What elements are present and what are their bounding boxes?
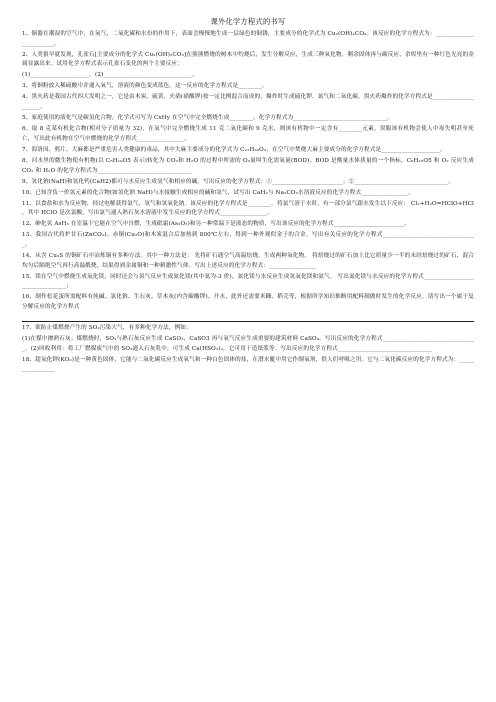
question-1: 1、铜器在潮湿的空气中，在氧气、二氧化碳和水份的作用下，表面会慢慢地生成一层绿色的铜锈，主要成分的化学式为 Cu₂(OH)₂CO₃。该反应的化学方程式为：________________________。 — [22, 31, 474, 47]
question-16: 16、制作松花蛋所需配料有纯碱、氯化钠、生石灰、草木灰(内含碳酸钾)、开水，此外还需要米糠、稻壳等，根据所学知识推断用配料制做时发生的化学反应，请写出一个属于复分解反应的化学方程式 — [22, 294, 474, 311]
question-4: 4、黑火药是我国古代四大发明之一，它是由木炭、硫黄、火硝(硝酸钾)按一定比例混合而成的，爆炸时生成硫化钾、氮气和二氧化碳。黑火药爆炸的化学方程式是____________________。 — [22, 94, 474, 111]
answer-blank-line — [22, 314, 474, 322]
document-page — [22, 16, 474, 376]
question-12: 12、砷化氢 AsH₃ 在室温下它能在空气中自燃，生成砒霜(As₂O₃)和另一种常温下是液态的物质，写出该反应的化学方程式________________________。 — [22, 221, 410, 228]
question-9: 9、氢化钠(NaH)和氢化钙(CaH2)都可与水反应生成氢气和相应的碱。写出反应的化学方程式：①________________________；②________________________________。 — [22, 178, 455, 185]
question-6: 6、取 8 克某有机化合物(相对分子质量为 32)，在氧气中完全燃烧生成 11 克二氧化碳和 9 克水，则该有机物中一定含有________元素，误服该有机物会使人中毒失明甚至死亡，写出此有机物在空气中燃烧的化学方程式________________。 — [22, 126, 474, 142]
question-5: 5、家庭使用的液化气是碳氢化合物，化学式可写为 CxHy 在空气中完全燃烧生成________。化学方程式为________________________________。 — [22, 115, 394, 122]
question-13: 13、我国古代将炉甘石(ZnCO₃)、赤铜(Cu₂O)和木炭混合后加热到 800℃左右，得到一种外观似金子的合金。写出有关反应的化学方程式________________________________。 — [22, 232, 474, 248]
question-17-details: (1)在煤中掺熟石灰；煤燃烧时，SO₂与熟石灰反应生成 CaSO₃，CaSO3 再与氧气反应生成重要的建筑材料 CaSO₄。写出反应的化学方程式________________________________。(2)回收利用：将工厂燃煤废气中的 SO₂通入石灰乳中，可生成 Ca(HSO₃)₂，它可用于造纸浆等。写出反应的化学方程式________________________________ — [22, 336, 474, 352]
question-10: 10、已知含负一价氢元素的化合物(如氢化钠 NaH)与水接触生成相应的碱和氢气，试写出 CaH₂与 Na₂CO₃水溶液反应的化学方程式________________。 — [22, 189, 415, 196]
question-11: 11、以食盐和水为反应物，经过电解获得氯气、氢气和氢氧化钠。该反应的化学方程式是________。将氯气溶于水时，有一部分氯气跟水发生以下反应： Cl₂+H₂O=HClO+HCl ，其中 HClO 是次氯酸，写出氯气通入熟石灰水溶液中发生反应的化学方程式________________。 — [22, 200, 474, 217]
question-17: 17、欲防止煤燃烧产生的 SO₂污染大气，有多种化学方法，例如： — [22, 325, 192, 332]
question-14: 14、从含 Cu₂S 的铜矿石中冶炼铜有多种方法。其中一种方法是： 先将矿石通空气高温焙烧，生成两种氧化物。 将焙烧过的矿石加上比它质量少一半的未经焙烧过的矿石，混合均匀后隔绝空气再行高温煅烧，结果得到金属铜和一种刺激性气体。写出上述反应的化学方程式：________________ — [22, 252, 474, 269]
question-7: 7、海洛因、鸦片、大麻都是严重危害人类健康的毒品，其中大麻主要成分的化学式为 C₂₁H₃₀O₂，在空气中焚烧大麻主要成分的化学方程式是____________________。 — [22, 146, 446, 153]
question-18: 18、超氧化钾(KO₂)是一种黄色固体，它能与二氧化碳反应生成氧气和一种白色固体的盐，在潜水艇中用它作制氧剂，供人们呼吸之用。它与二氧化碳反应的化学方程式为：________________ — [22, 356, 474, 373]
question-3: 3、将铜粉放入稀硫酸中并通入氧气，溶液的颜色变成蓝色。这一反应的化学方程式是________。 — [22, 83, 268, 90]
question-8: 8、河水里的微生物使有机物(以 C₆H₁₀O5 表示)转化为 CO₂和 H₂O 的过程中所需的 O₂量叫生化需氧量(BOD)，BOD 是衡量水体质量的一个指标。C₆H₁₀O5 和 O₂ 反应生成 CO₂ 和 H₂O 的化学方程式为________________________________ — [22, 157, 474, 174]
question-2: 2、人类很早就发现，孔雀石[主要成分的化学式 Cu₂(OH)₂CO₃]在熊熊燃烧的树木中灼烧后，发生分解反应，生成三种氧化物，剩余固体再与碳反应，余烬里有一种红色光亮的金属显露出来。试用化学方程式表示孔雀石变化的两个主要反应： — [22, 51, 474, 68]
document-title: 课外化学方程式的书写 — [210, 17, 286, 26]
question-2-answers: (1)____________________。(2)______________________________。 — [22, 72, 198, 79]
question-15: 15、镁在空气中燃烧生成氧化镁，同时还会与氮气反应生成氮化镁(其中氮为-3 价)，氮化镁与水反应生成氢氧化镁和氨气。 写出氮化镁与水反应的化学方程式________________________________； — [22, 273, 474, 290]
